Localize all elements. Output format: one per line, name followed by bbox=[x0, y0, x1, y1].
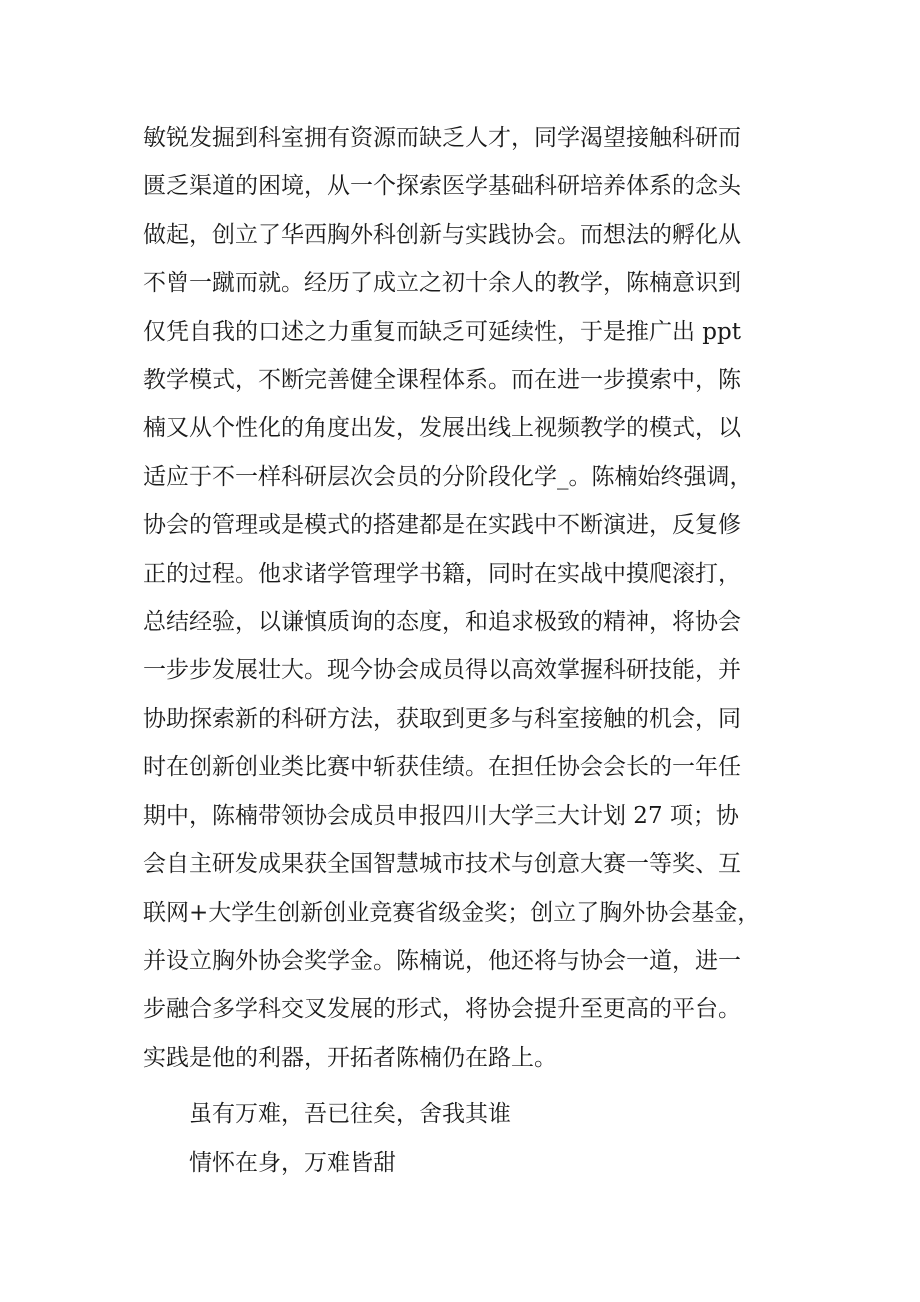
paragraph-line: 敏锐发掘到科室拥有资源而缺乏人才，同学渴望接触科研而 bbox=[143, 125, 741, 151]
paragraph-line: 会自主研发成果获全国智慧城市技术与创意大赛一等奖、互 bbox=[143, 851, 741, 878]
paragraph-line: 正的过程。他求诸学管理学书籍，同时在实战中摸爬滚打， bbox=[143, 560, 741, 587]
paragraph-line: 做起，创立了华西胸外科创新与实践协会。而想法的孵化从 bbox=[143, 221, 741, 248]
verse-line: 虽有万难，吾已往矣，舍我其谁 bbox=[189, 1101, 511, 1128]
paragraph-line: 总结经验，以谦慎质询的态度，和追求极致的精神，将协会 bbox=[143, 609, 741, 636]
paragraph-line: 一步步发展壮大。现今协会成员得以高效掌握科研技能，并 bbox=[143, 657, 741, 684]
paragraph-line: 步融合多学科交叉发展的形式，将协会提升至更高的平台。 bbox=[143, 996, 741, 1023]
paragraph-line: 不曾一蹴而就。经历了成立之初十余人的教学，陈楠意识到 bbox=[143, 270, 741, 297]
paragraph-line: 并设立胸外协会奖学金。陈楠说，他还将与协会一道，进一 bbox=[143, 947, 741, 974]
paragraph-line: 适应于不一样科研层次会员的分阶段化学_。陈楠始终强调， bbox=[143, 463, 753, 490]
paragraph-line: 协会的管理或是模式的搭建都是在实践中不断演进，反复修 bbox=[143, 512, 741, 539]
paragraph-line: 协助探索新的科研方法，获取到更多与科室接触的机会，同 bbox=[143, 705, 741, 732]
paragraph-line: 实践是他的利器，开拓者陈楠仍在路上。 bbox=[143, 1044, 557, 1071]
paragraph-line: 期中，陈楠带领协会成员申报四川大学三大计划 27 项；协 bbox=[143, 802, 739, 829]
paragraph-line: 教学模式，不断完善健全课程体系。而在进一步摸索中，陈 bbox=[143, 367, 741, 394]
verse-line: 情怀在身，万难皆甜 bbox=[189, 1149, 396, 1176]
paragraph-line: 匮乏渠道的困境，从一个探索医学基础科研培养体系的念头 bbox=[143, 173, 741, 200]
paragraph-line: 时在创新创业类比赛中斩获佳绩。在担任协会会长的一年任 bbox=[143, 754, 741, 781]
article-body bbox=[143, 114, 803, 1187]
paragraph-line: 楠又从个性化的角度出发，发展出线上视频教学的模式，以 bbox=[143, 415, 741, 442]
paragraph-line: 联网+大学生创新创业竞赛省级金奖；创立了胸外协会基金， bbox=[143, 899, 761, 926]
paragraph-line: 仅凭自我的口述之力重复而缺乏可延续性，于是推广出 ppt bbox=[143, 318, 741, 345]
